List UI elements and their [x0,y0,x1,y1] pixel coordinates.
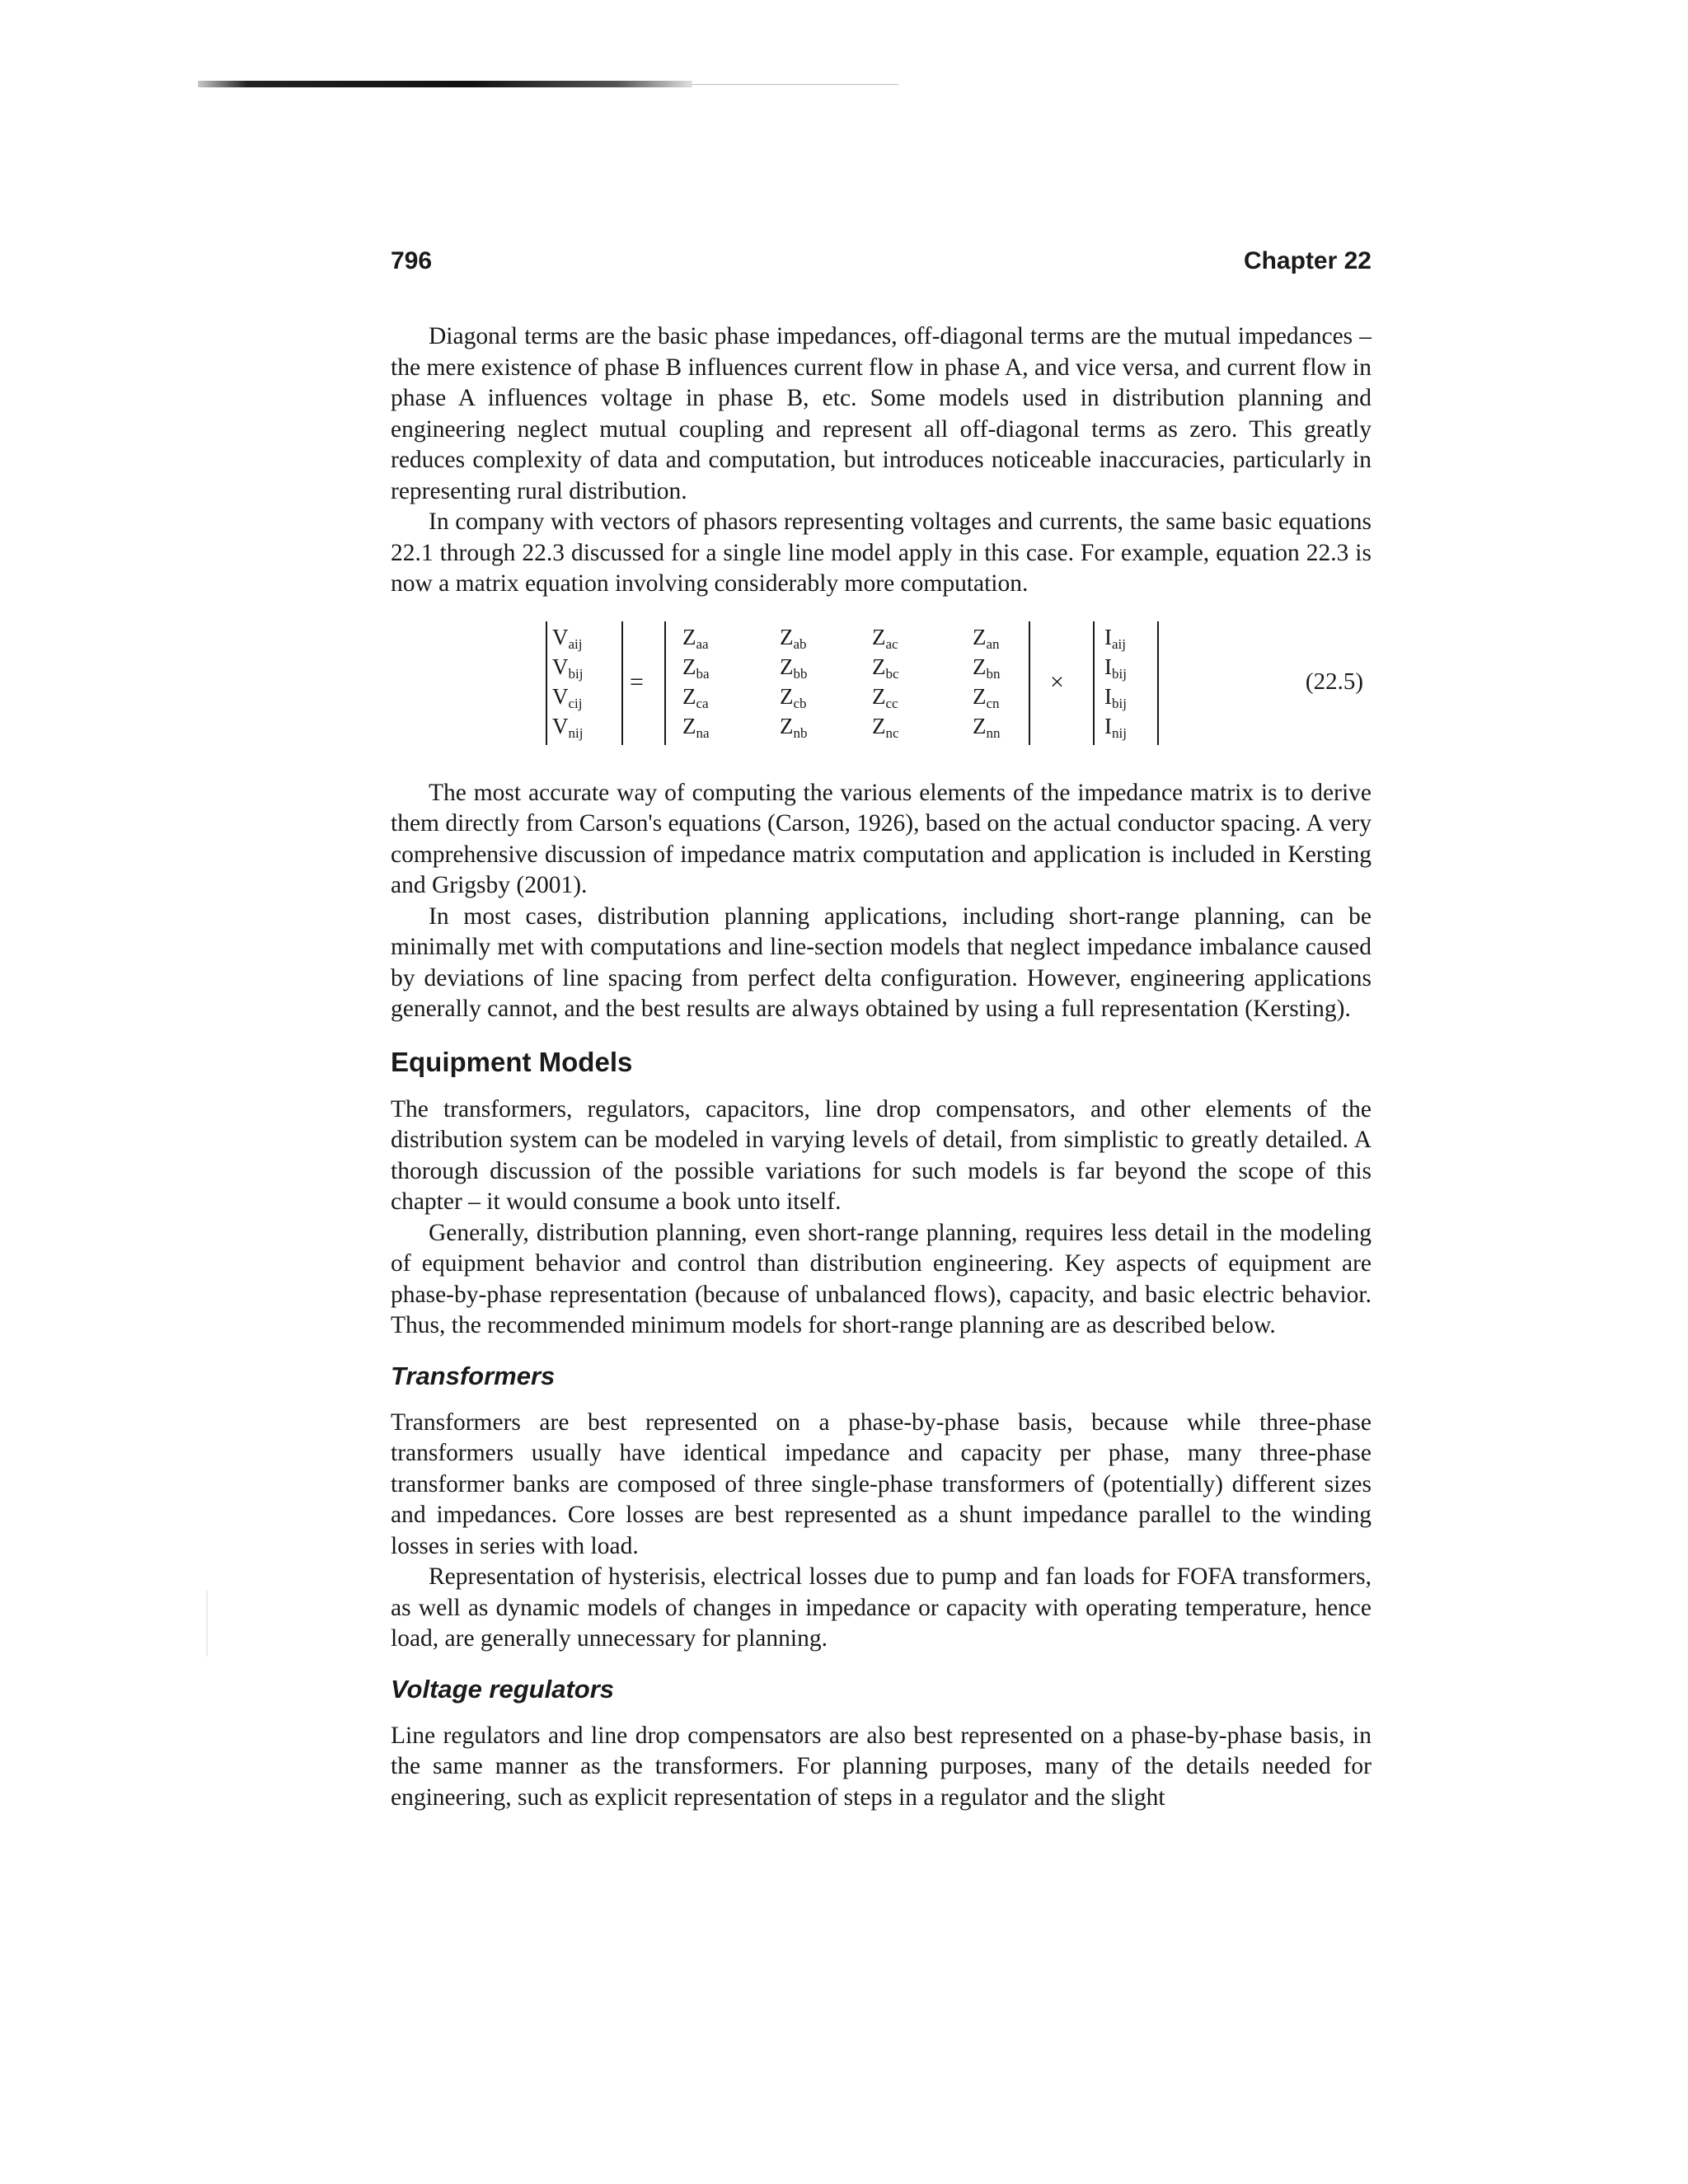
page-body [391,321,1372,1813]
impedance-matrix [664,621,1030,745]
page-number: 796 [391,247,433,274]
chapter-label: Chapter 22 [1243,247,1372,274]
matrix-element: $Z_{ba}$ [682,654,710,682]
vector-element: $I_{nij}$ [1104,713,1127,741]
paragraph: The transformers, regulators, capacitors, line drop compensators, and other elements of the distribution system can be modeled in varying levels of detail, from simplistic to greatly detailed. A thorough discussion of the possible variations for such models is far beyond the scope of this chapter – it would consume a book unto itself. [391,1095,1372,1215]
paragraph: Transformers are best represented on a phase-by-phase basis, because while three-phase transformers usually have identical impedance and capacity per phase, many three-phase transformer banks are composed of three single-phase transformers of (potentially) different sizes and impedances. Core losses are best represented as a shunt impedance parallel to the winding losses in series with load. [391,1408,1372,1559]
paragraph: Representation of hysterisis, electrical losses due to pump and fan loads for FOFA transformers, as well as dynamic models of changes in impedance or capacity with operating temperature, hence load, are generally unnecessary for planning. [391,1563,1372,1652]
paragraph: In company with vectors of phasors representing voltages and currents, the same basic equations 22.1 through 22.3 discussed for a single line model apply in this case. For example, equation 22.3 is now a matrix equation involving considerably more computation. [391,509,1372,597]
matrix-element: $Z_{nc}$ [872,713,899,741]
vector-element: $V_{nij}$ [552,713,584,741]
vector-element: $I_{bij}$ [1104,654,1127,682]
matrix-equation [391,621,1372,753]
matrix-element: $Z_{ca}$ [682,683,709,711]
equation-number: (22.5) [1305,668,1363,695]
vector-element: $V_{cij}$ [552,683,583,711]
paragraph: The most accurate way of computing the various elements of the impedance matrix is to derive them directly from Carson's equations (Carson, 1926), based on the actual conductor spacing. A very comprehensive discussion of impedance matrix computation and application is included in Kersting and Grigsby (2001). [391,779,1372,898]
vector-element: $I_{bij}$ [1104,683,1127,711]
matrix-element: $Z_{ac}$ [872,624,898,652]
subsection-heading: Transformers [391,1361,556,1390]
voltage-vector [546,621,623,745]
matrix-element: $Z_{bb}$ [780,654,808,682]
scan-artifact-bar [198,81,692,87]
vector-element: $V_{aij}$ [552,624,583,652]
multiply-sign: × [1050,668,1064,696]
page-header [391,247,1372,280]
paragraph: Diagonal terms are the basic phase impedances, off-diagonal terms are the mutual impedances – the mere existence of phase B influences current flow in phase A, and vice versa, and current flow in phase A influences voltage in phase B, etc. Some models used in distribution planning and engineering neglect mutual coupling and represent all off-diagonal terms as zero. This greatly reduces complexity of data and computation, but introduces noticeable inaccuracies, particularly in representing rural distribution. [391,323,1372,504]
paragraph: Line regulators and line drop compensators are also best represented on a phase-by-phase basis, in the same manner as the transformers. For planning purposes, many of the details needed for engineering, such as explicit representation of steps in a regulator and the slight [391,1722,1372,1811]
matrix-element: $Z_{an}$ [973,624,1000,652]
matrix-element: $Z_{bc}$ [872,654,899,682]
subsection-heading: Voltage regulators [391,1674,615,1704]
paragraph: Generally, distribution planning, even short-range planning, requires less detail in the modeling of equipment behavior and control than distribution engineering. Key aspects of equipment are phase-by-phase representation (because of unbalanced flows), capacity, and basic electric behavior. Thus, the recommended minimum models for short-range planning are as described below. [391,1219,1372,1338]
paragraph: In most cases, distribution planning applications, including short-range planning, can be minimally met with computations and line-section models that neglect impedance imbalance caused by deviations of line spacing from perfect delta configuration. However, engineering applications generally cannot, and the best results are always obtained by using a full representation (Kersting). [391,902,1372,1022]
matrix-element: $Z_{cb}$ [780,683,807,711]
matrix-element: $Z_{nb}$ [780,713,808,741]
matrix-element: $Z_{cc}$ [872,683,898,711]
current-vector [1093,621,1159,745]
matrix-element: $Z_{cn}$ [973,683,1000,711]
matrix-element: $Z_{nn}$ [973,713,1001,741]
matrix-element: $Z_{aa}$ [682,624,709,652]
matrix-element: $Z_{ab}$ [780,624,807,652]
vector-element: $I_{aij}$ [1104,624,1126,652]
vector-element: $V_{bij}$ [552,654,584,682]
matrix-element: $Z_{bn}$ [973,654,1001,682]
matrix-element: $Z_{na}$ [682,713,710,741]
section-heading: Equipment Models [391,1046,633,1077]
equals-sign: = [630,668,644,696]
scan-edge-mark [206,1591,208,1657]
